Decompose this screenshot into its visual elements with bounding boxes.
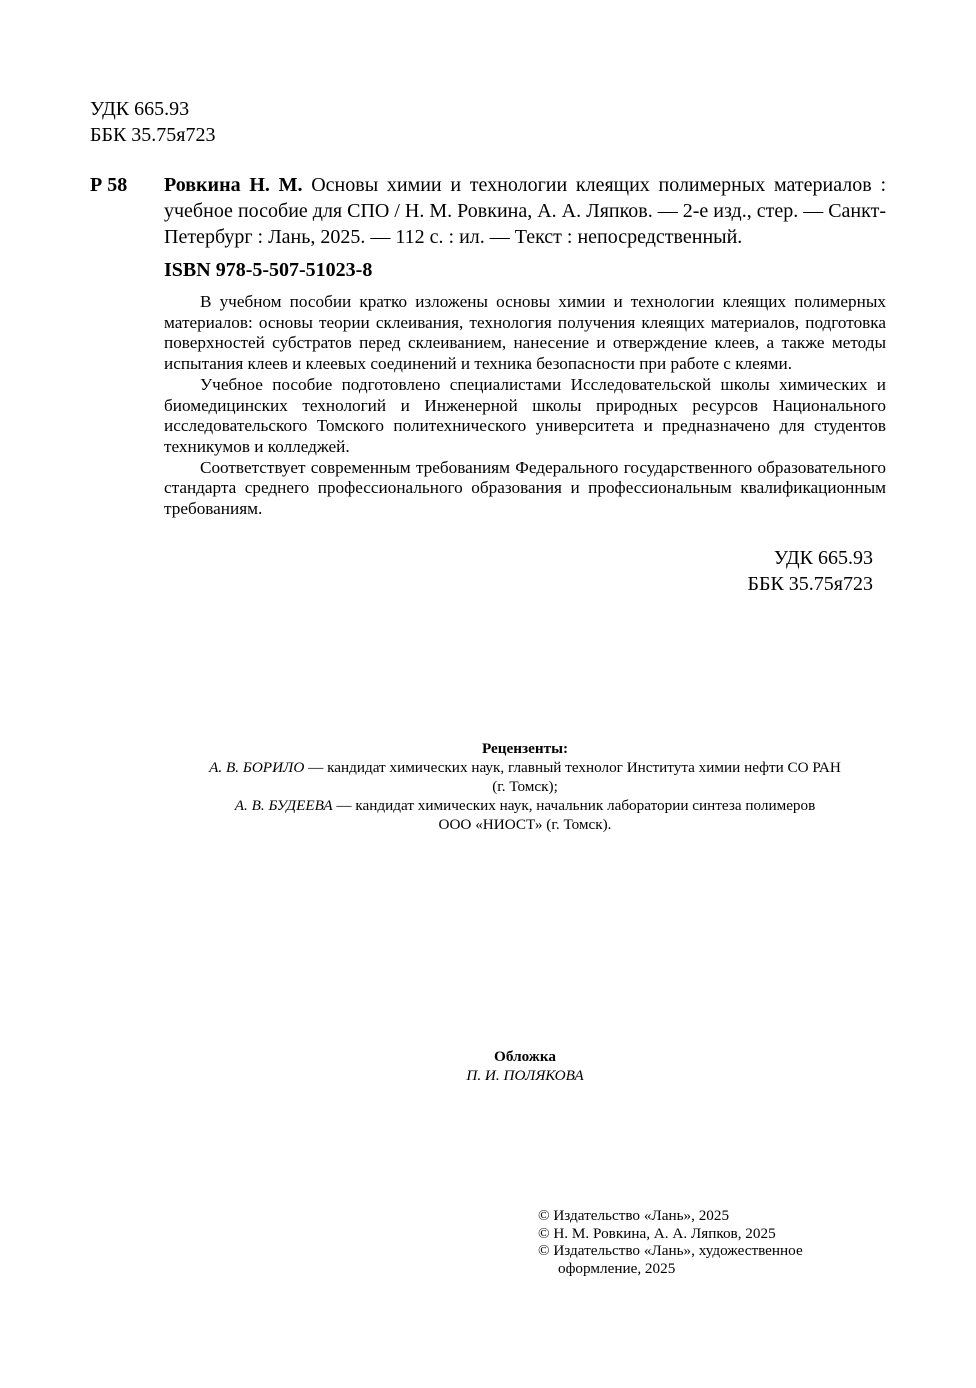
bbk-code: ББК 35.75я723 xyxy=(90,124,216,146)
reviewer-location: ООО «НИОСТ» (г. Томск). xyxy=(438,816,612,833)
reviewer-name: А. В. БОРИЛО xyxy=(209,759,305,776)
cover-designer: П. И. ПОЛЯКОВА xyxy=(466,1067,584,1084)
reviewer-entry xyxy=(164,796,886,815)
author-sign: Р 58 xyxy=(90,174,128,196)
annotation-paragraph: Учебное пособие подготовлено специалистами Исследовательской школы химических и биомедицинских технологий и Инженерной школы природных ресурсов Национального исследовательского Томского политехнического университета и предназначено для студентов техникумов и колледжей. xyxy=(164,374,886,456)
author-name: Ровкина Н. М. xyxy=(164,174,303,196)
annotation-paragraph: Соответствует современным требованиям Федерального государственного образовательного стандарта среднего профессионального образования и профессиональным квалификационным требованиям. xyxy=(164,457,886,519)
bibliographic-description xyxy=(164,172,886,250)
reviewer-name: А. В. БУДЕЕВА xyxy=(234,797,333,814)
isbn: ISBN 978-5-507-51023-8 xyxy=(164,259,373,281)
reviewers-block xyxy=(164,739,886,834)
cover-heading: Обложка xyxy=(494,1048,556,1065)
udc-block-top xyxy=(90,96,216,148)
udk-code: УДК 665.93 xyxy=(773,547,873,569)
copyright-block xyxy=(538,1207,858,1277)
reviewers-heading: Рецензенты: xyxy=(481,740,569,757)
title-line: Основы химии и технологии клеящих полимерных материалов : xyxy=(302,174,886,196)
copyright-line: © Н. М. Ровкина, А. А. Ляпков, 2025 xyxy=(538,1224,776,1242)
reviewer-description: — кандидат химических наук, начальник лаборатории синтеза полимеров xyxy=(332,797,816,814)
reviewer-entry xyxy=(164,758,886,777)
reviewer-location: (г. Томск); xyxy=(492,778,558,795)
copyright-continuation: оформление, 2025 xyxy=(558,1259,676,1277)
bbk-code: ББК 35.75я723 xyxy=(747,573,873,595)
udk-code: УДК 665.93 xyxy=(90,98,190,120)
publication-details: учебное пособие для СПО / Н. М. Ровкина, А. А. Ляпков. — 2-е изд., стер. — Санкт-Петербург : Лань, 2025. — 112 с. : ил. — Текст : непосредственный. xyxy=(164,200,886,248)
copyright-line: © Издательство «Лань», 2025 xyxy=(538,1207,730,1224)
udc-block-right xyxy=(600,545,873,597)
copyright-line: © Издательство «Лань», художественное xyxy=(538,1242,803,1259)
reviewer-description: — кандидат химических наук, главный технолог Института химии нефти СО РАН xyxy=(304,759,841,776)
annotation xyxy=(164,292,886,520)
cover-credit xyxy=(164,1047,886,1085)
annotation-paragraph: В учебном пособии кратко изложены основы химии и технологии клеящих полимерных материалов: основы теории склеивания, технология получения клеящих материалов, подготовка поверхностей субстратов перед склеиванием, нанесение и отверждение клеев, а также методы испытания клеев и клеевых соединений и техника безопасности при работе с клеями. xyxy=(164,292,886,374)
